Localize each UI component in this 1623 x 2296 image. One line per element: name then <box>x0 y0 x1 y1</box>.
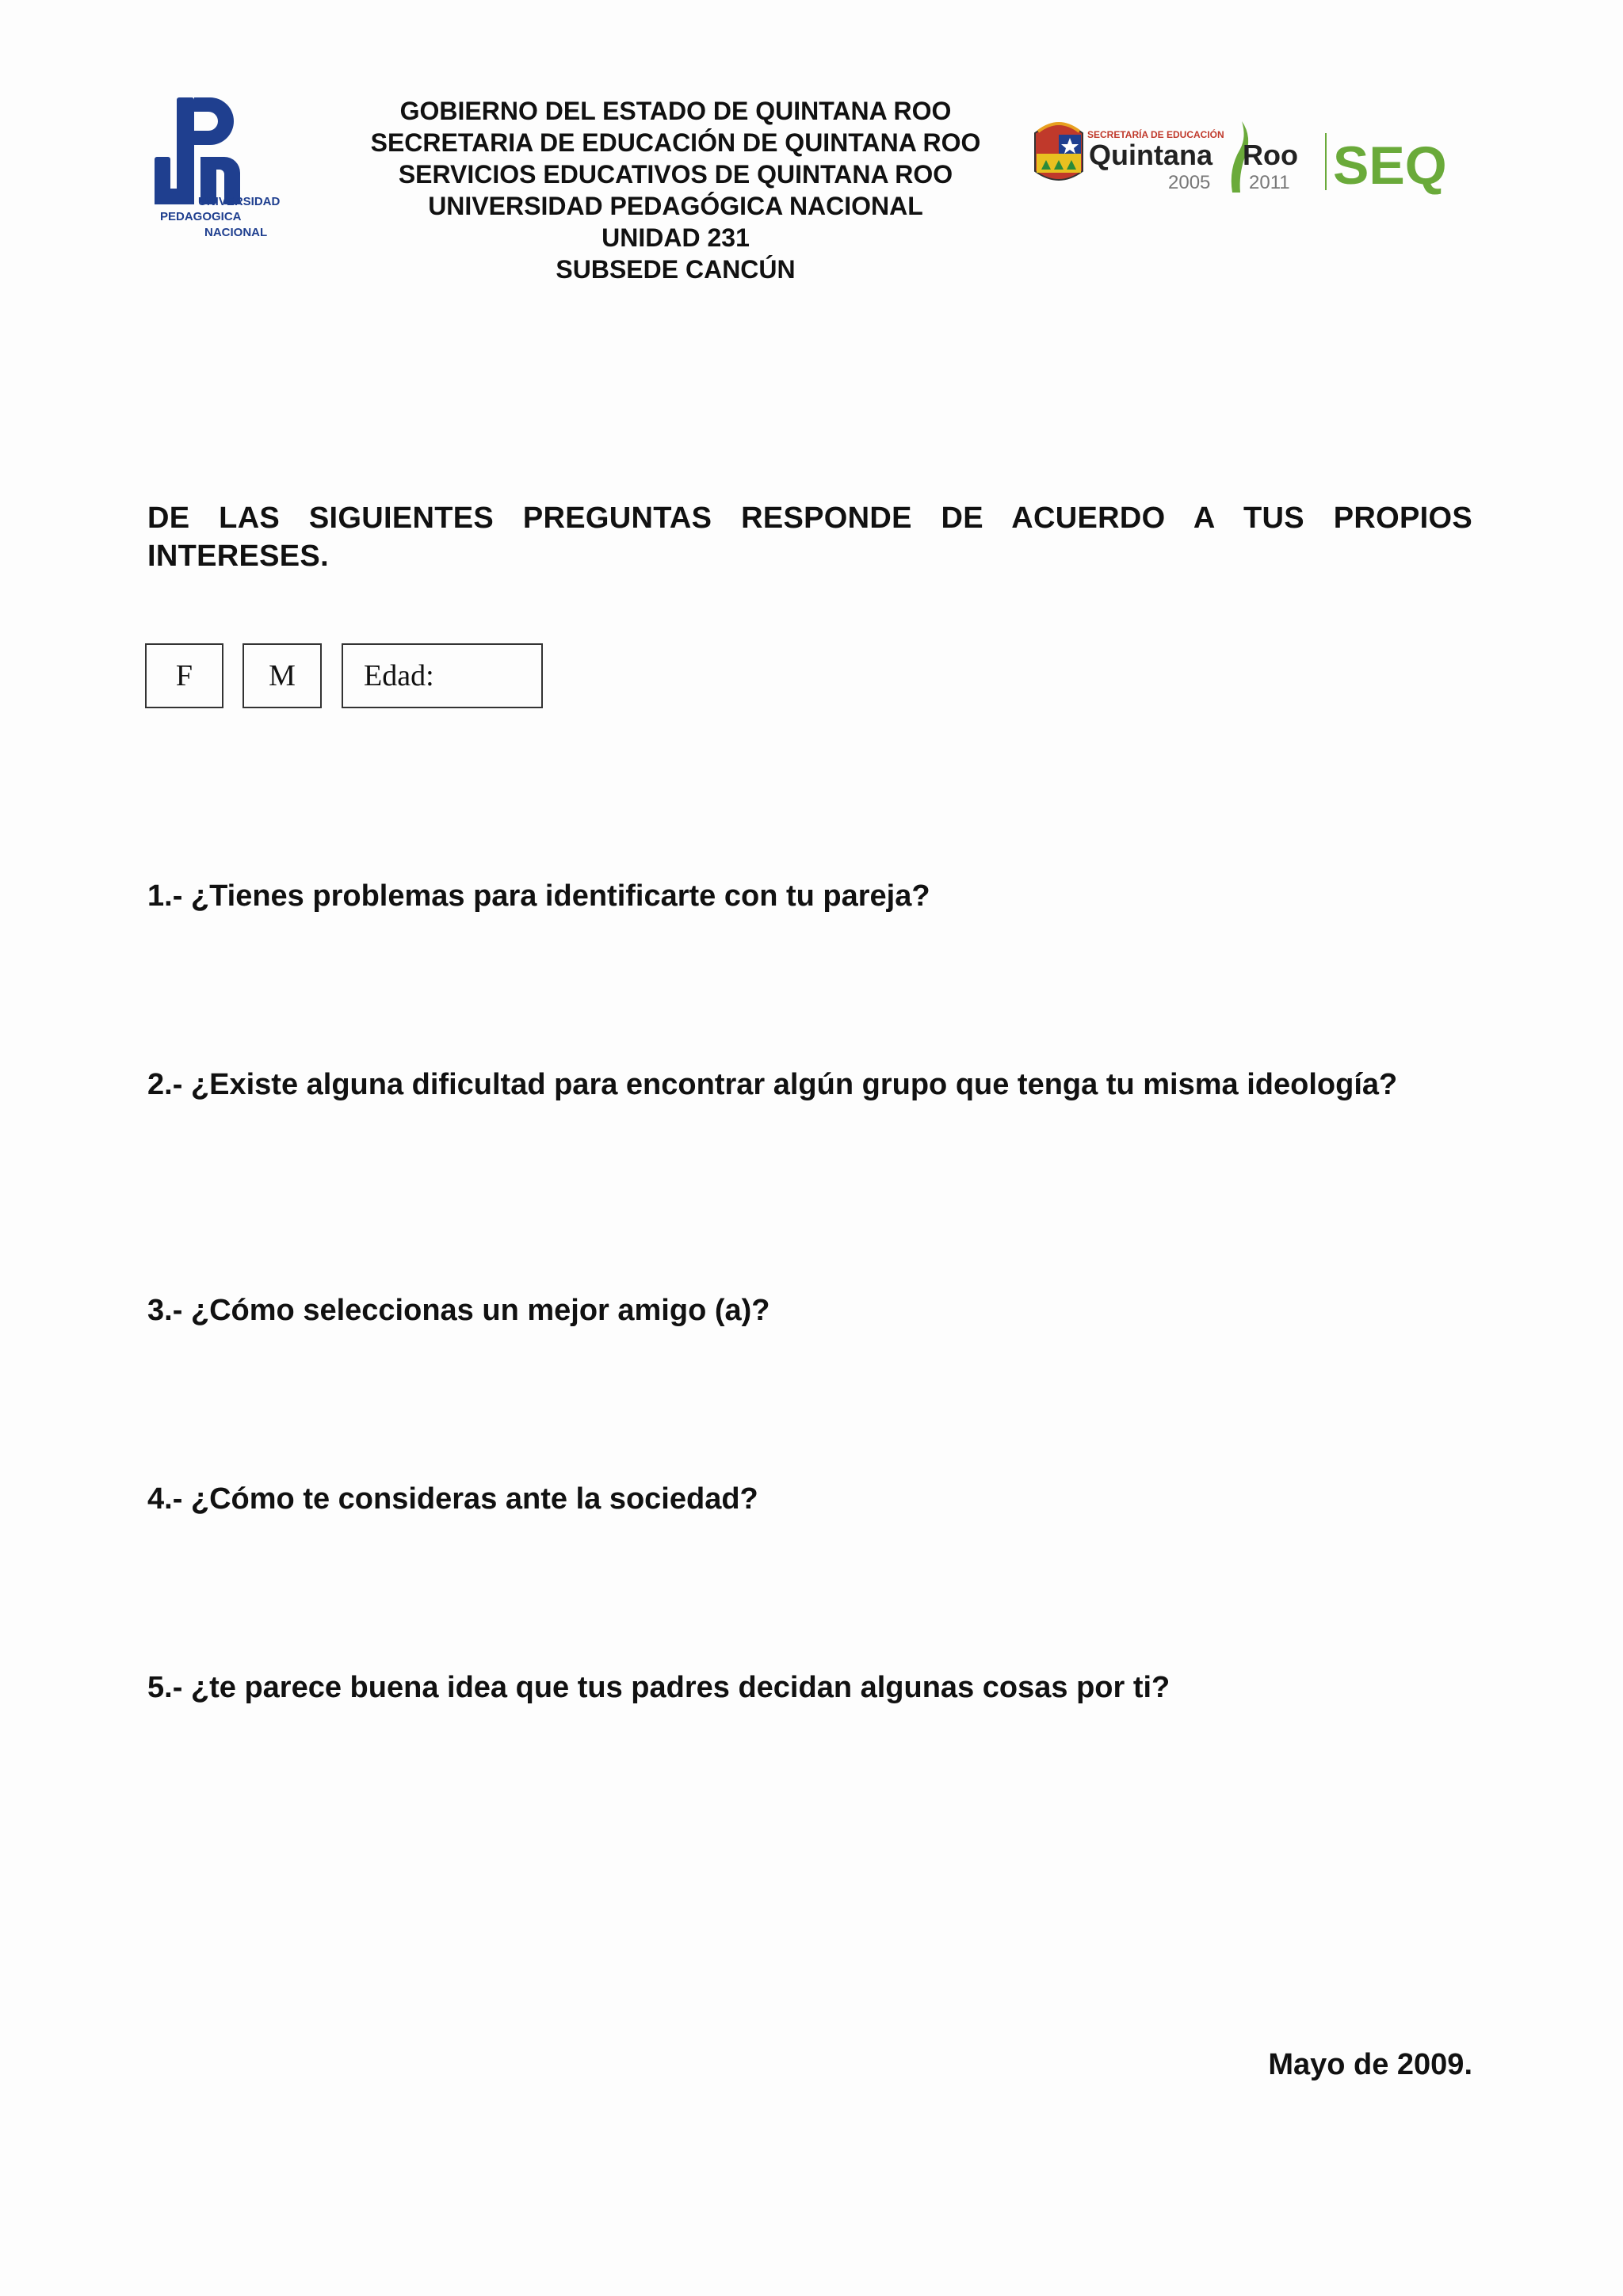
header-line-secretary: SECRETARIA DE EDUCACIÓN DE QUINTANA ROO <box>370 128 981 157</box>
question-1: 1.- ¿Tienes problemas para identificarte con tu pareja? <box>147 879 930 913</box>
seq-logo-year-start: 2005 <box>1168 172 1211 193</box>
header-institution-block <box>333 95 1018 285</box>
upn-logo-line3: NACIONAL <box>204 226 268 239</box>
question-4: 4.- ¿Cómo te consideras ante la sociedad? <box>147 1482 758 1516</box>
seq-logo-roo: Roo <box>1243 139 1298 171</box>
header-line-services: SERVICIOS EDUCATIVOS DE QUINTANA ROO <box>398 160 953 189</box>
seq-logo-year-end: 2011 <box>1249 172 1290 193</box>
female-label: F <box>175 659 193 692</box>
seq-logo-tagline: SECRETARÍA DE EDUCACIÓN <box>1087 129 1224 140</box>
male-label: M <box>269 659 296 692</box>
upn-logo-line2: PEDAGOGICA <box>160 210 242 223</box>
header-line-government: GOBIERNO DEL ESTADO DE QUINTANA ROO <box>399 97 952 125</box>
instruction-text: DE LAS SIGUIENTES PREGUNTAS RESPONDE DE ACUERDO A TUS PROPIOS INTERESES. <box>147 502 1472 573</box>
header-line-unit: UNIDAD 231 <box>601 223 750 252</box>
question-2: 2.- ¿Existe alguna dificultad para encontrar algún grupo que tenga tu misma ideología? <box>147 1068 1398 1101</box>
header-line-university: UNIVERSIDAD PEDAGÓGICA NACIONAL <box>428 192 923 220</box>
upn-logo-line1: UNIVERSIDAD <box>198 195 281 208</box>
coat-of-arms-icon <box>1035 124 1083 180</box>
upn-logo <box>151 95 293 250</box>
question-5: 5.- ¿te parece buena idea que tus padres decidan algunas cosas por ti? <box>147 1671 1170 1704</box>
header-line-subsede: SUBSEDE CANCÚN <box>556 255 796 284</box>
male-checkbox[interactable] <box>242 643 322 708</box>
female-checkbox[interactable] <box>145 643 223 708</box>
age-field[interactable] <box>342 643 543 708</box>
document-date: Mayo de 2009. <box>1268 2048 1472 2081</box>
seq-logo-acronym: SEQ <box>1333 135 1447 196</box>
question-3: 3.- ¿Cómo seleccionas un mejor amigo (a)? <box>147 1294 770 1327</box>
seq-logo-quintana: Quintana <box>1089 139 1213 171</box>
seq-quintana-roo-logo <box>1030 117 1458 196</box>
age-label: Edad: <box>364 659 434 692</box>
